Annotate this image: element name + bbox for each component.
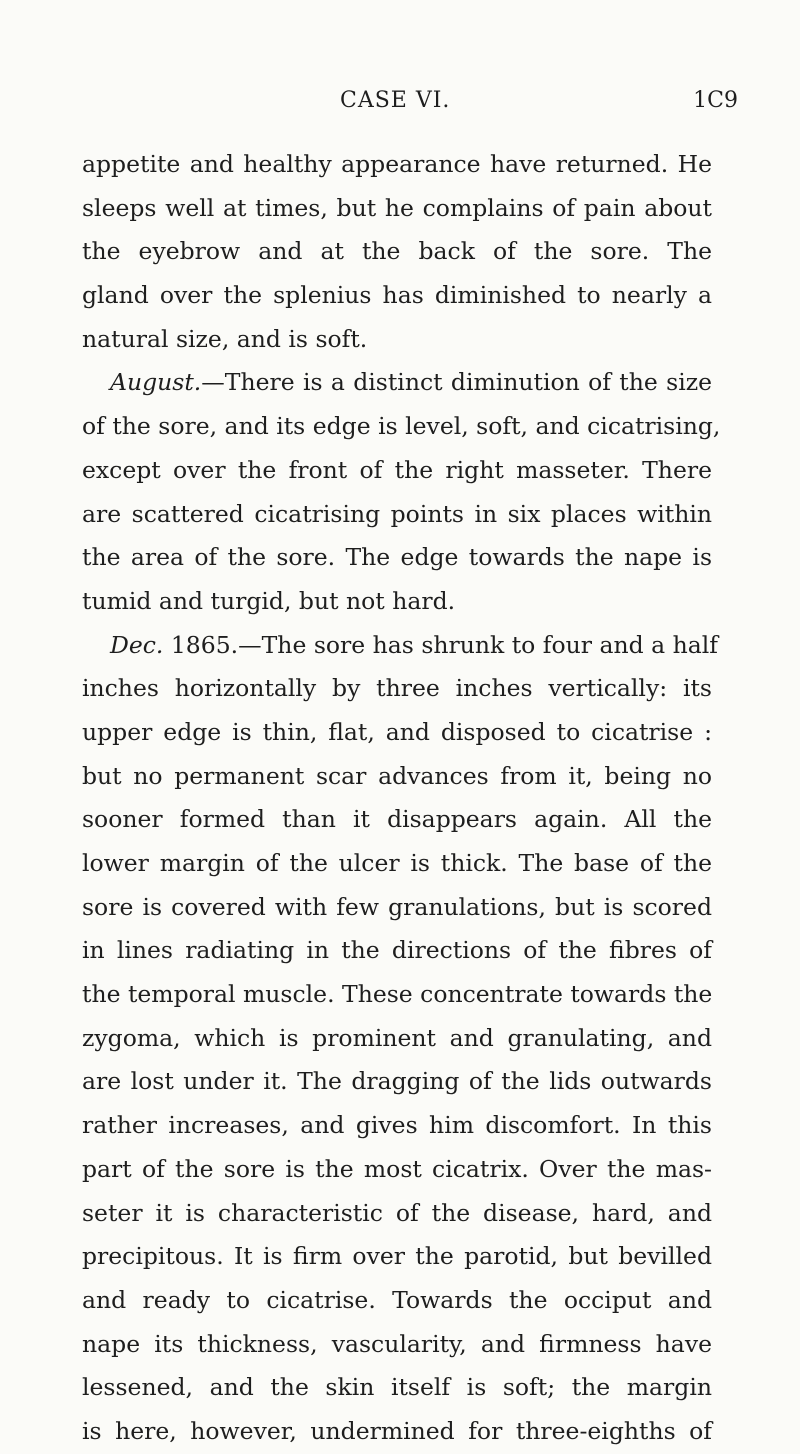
text-line: in lines radiating in the directions of the fibres of: [82, 936, 712, 965]
page-header: [0, 88, 800, 128]
text-line: upper edge is thin, flat, and disposed to cicatrise :: [82, 717, 712, 746]
text-line: are scattered cicatrising points in six places within: [82, 499, 712, 528]
text-line: part of the sore is the most cicatrix. Over the mas-: [82, 1154, 712, 1183]
text-line: and ready to cicatrise. Towards the occiput and: [82, 1285, 712, 1314]
text-line: inches horizontally by three inches vertically: its: [82, 674, 712, 703]
text-line: are lost under it. The dragging of the lids outwards: [82, 1067, 712, 1096]
text-line: of the sore, and its edge is level, soft, and cicatrising,: [82, 412, 721, 441]
text-line: gland over the splenius has diminished to nearly a: [82, 281, 712, 310]
text-line: the area of the sore. The edge towards the nape is: [82, 543, 712, 572]
date-heading: Dec.: [110, 630, 164, 659]
text-line: the temporal muscle. These concentrate towards the: [82, 980, 713, 1009]
text-line: sleeps well at times, but he complains of pain about: [82, 193, 712, 222]
text-line: August.—There is a distinct diminution of the size: [110, 368, 712, 397]
text-line: seter it is characteristic of the disease, hard, and: [82, 1198, 712, 1227]
date-heading: August.: [110, 368, 202, 397]
text-line: sore is covered with few granulations, but is scored: [82, 892, 712, 921]
text-line: sooner formed than it disappears again. All the: [82, 805, 712, 834]
text-line: lower margin of the ulcer is thick. The base of the: [82, 849, 712, 877]
text-line: but no permanent scar advances from it, being no: [82, 761, 712, 790]
body-text: [82, 143, 721, 1454]
text-line: except over the front of the right masseter. There: [82, 455, 712, 484]
text-line: nape its thickness, vascularity, and firmness have: [82, 1329, 712, 1358]
text-line: the eyebrow and at the back of the sore. The: [82, 237, 712, 266]
page-number: 1C9: [693, 88, 738, 113]
running-head: CASE VI.: [340, 88, 451, 113]
text-line: Dec. 1865.—The sore has shrunk to four and a half: [110, 630, 718, 659]
text-line: rather increases, and gives him discomfort. In this: [82, 1111, 712, 1140]
text-line: precipitous. It is firm over the parotid, but bevilled: [82, 1242, 712, 1271]
text-line: natural size, and is soft.: [82, 324, 368, 353]
text-line: lessened, and the skin itself is soft; the margin: [82, 1373, 712, 1402]
text-line: zygoma, which is prominent and granulating, and: [82, 1023, 712, 1052]
text-line: tumid and turgid, but not hard.: [82, 586, 456, 615]
text-line: appetite and healthy appearance have returned. He: [82, 150, 712, 178]
text-line: is here, however, undermined for three-eighths of: [82, 1416, 712, 1445]
